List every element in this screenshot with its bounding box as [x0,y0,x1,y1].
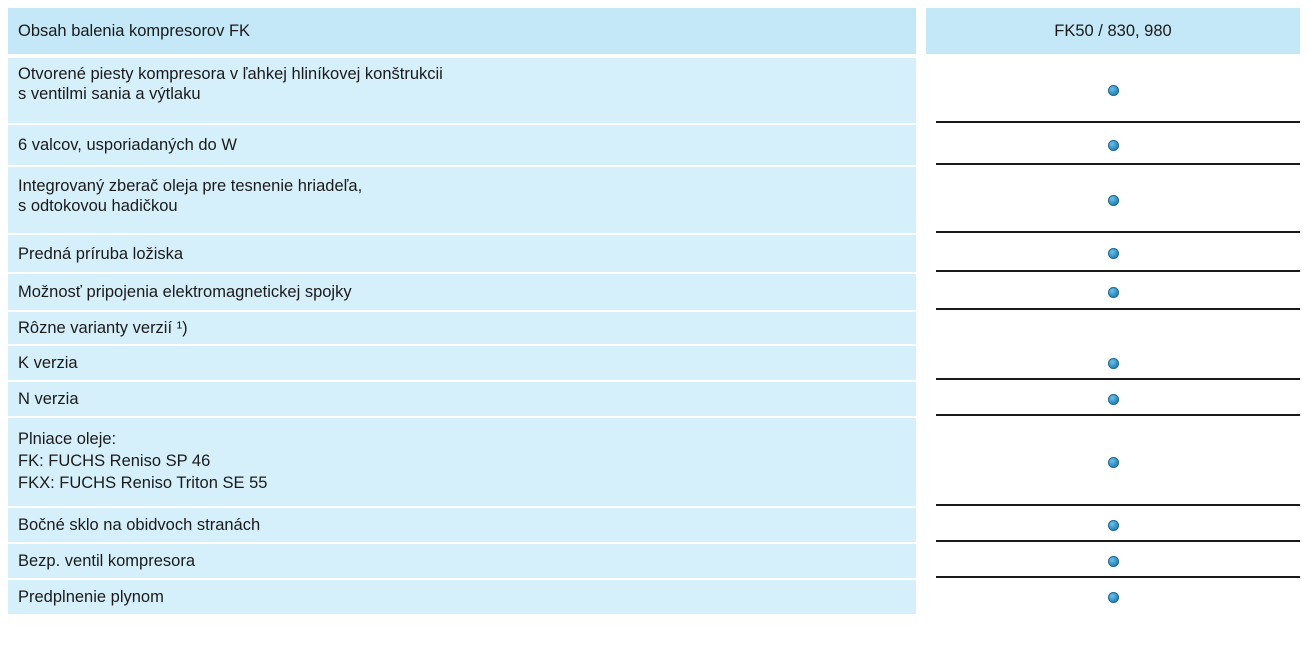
row-label-line: FKX: FUCHS Reniso Triton SE 55 [18,474,268,492]
table-row [8,58,1300,123]
included-dot-icon [1108,556,1119,567]
row-label-line: Predná príruba ložiska [18,244,184,263]
table-row [8,312,1300,344]
row-rule [936,163,1300,165]
row-rule [936,270,1300,272]
row-value [926,508,1300,542]
included-dot-icon [1108,520,1119,531]
row-label-line: s ventilmi sania a výtlaku [18,85,201,103]
included-dot-icon [1108,394,1119,405]
row-label [8,125,916,165]
row-label [8,544,916,578]
table-row [8,418,1300,506]
row-rule [936,576,1300,578]
row-rule [936,231,1300,233]
row-label [8,580,916,614]
content-table [8,8,1300,614]
header-model: FK50 / 830, 980 [926,8,1300,54]
row-rule [936,308,1300,310]
row-value [926,167,1300,233]
included-dot-icon [1108,140,1119,151]
row-label [8,508,916,542]
row-value [926,544,1300,578]
table-row [8,235,1300,272]
row-label-line: Možnosť pripojenia elektromagnetickej spojky [18,283,352,301]
row-value [926,235,1300,272]
included-dot-icon [1108,248,1119,259]
row-rule [936,540,1300,542]
row-label-line: N verzia [18,390,79,408]
row-label [8,382,916,416]
row-label [8,346,916,380]
header-label: Obsah balenia kompresorov FK [8,8,916,54]
row-label-line: K verzia [18,354,78,372]
row-label [8,274,916,310]
row-value [926,274,1300,310]
included-dot-icon [1108,457,1119,468]
included-dot-icon [1108,358,1119,369]
row-label-line: Bočné sklo na obidvoch stranách [18,516,261,534]
row-label-line: Rôzne varianty verzií ¹) [18,319,188,337]
table-row [8,580,1300,614]
table-row [8,544,1300,578]
row-label [8,418,916,506]
row-label [8,312,916,344]
included-dot-icon [1108,592,1119,603]
row-label [8,167,916,233]
row-label-line: Integrovaný zberač oleja pre tesnenie hriadeľa, [18,177,363,195]
row-label-line: Predplnenie plynom [18,588,164,606]
row-rule [936,504,1300,506]
row-label-line: Bezp. ventil kompresora [18,552,195,570]
included-dot-icon [1108,287,1119,298]
row-label [8,235,916,272]
row-value [926,346,1300,380]
row-value [926,382,1300,416]
row-value [926,418,1300,506]
table-header [8,8,1300,54]
row-label-line: s odtokovou hadičkou [18,197,178,215]
row-value [926,58,1300,123]
table-row [8,125,1300,165]
table-row [8,382,1300,416]
table-row [8,167,1300,233]
row-label-line: Otvorené piesty kompresora v ľahkej hliníkovej konštrukcii [18,65,443,83]
included-dot-icon [1108,85,1119,96]
table-row [8,346,1300,380]
included-dot-icon [1108,195,1119,206]
row-rule [936,121,1300,123]
table-row [8,274,1300,310]
row-rule [936,378,1300,380]
row-label-line: 6 valcov, usporiadaných do W [18,136,237,154]
row-label-line: FK: FUCHS Reniso SP 46 [18,452,211,470]
table-row [8,508,1300,542]
row-label-line: Plniace oleje: [18,430,117,448]
row-value [926,580,1300,614]
row-rule [936,414,1300,416]
row-label [8,58,916,123]
row-value [926,125,1300,165]
row-value [926,312,1300,344]
